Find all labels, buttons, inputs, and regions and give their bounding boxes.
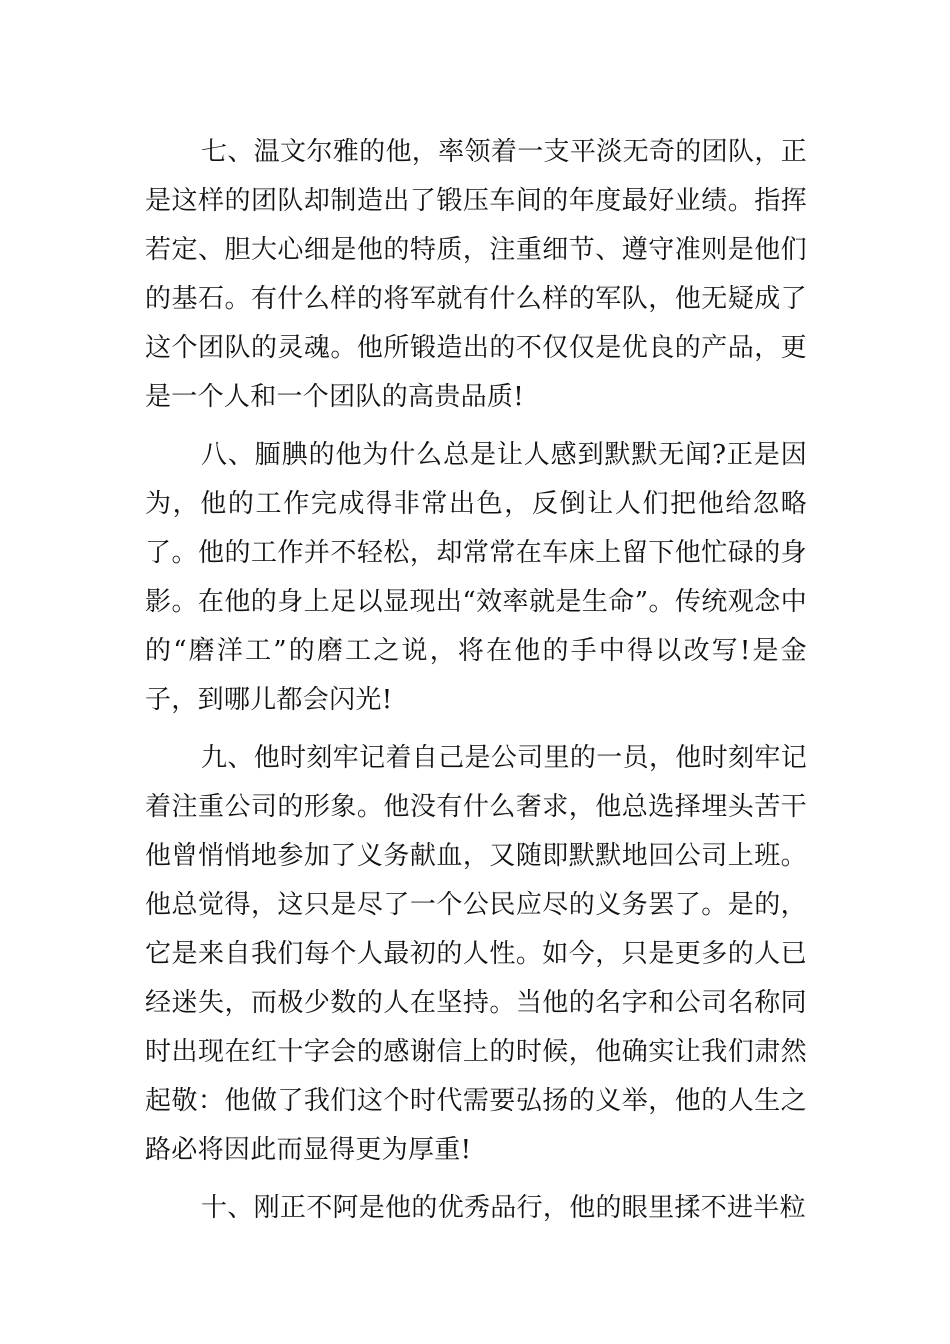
paragraph-ten: 十、刚正不阿是他的优秀品行，他的眼里揉不进半粒	[201, 1193, 806, 1223]
paragraph-seven: 七、温文尔雅的他，率领着一支平淡无奇的团队，正是这样的团队却制造出了锻压车间的年度最好业绩。指挥若定、胆大心细是他的特质，注重细节、遵守准则是他们的基石。有什么样的将军就有什么样的军队，他无疑成了这个团队的灵魂。他所锻造出的不仅仅是优良的产品，更是一个人和一个团队的高贵品质!	[145, 137, 807, 412]
document-body	[145, 128, 807, 1242]
paragraph-eight: 八、腼腆的他为什么总是让人感到默默无闻?正是因为，他的工作完成得非常出色，反倒让人们把他给忽略了。他的工作并不轻松，却常常在车床上留下他忙碌的身影。在他的身上足以显现出“效率就是生命”。传统观念中的“磨洋工”的磨工之说，将在他的手中得以改写!是金子，到哪儿都会闪光!	[145, 440, 807, 715]
paragraph-nine: 九、他时刻牢记着自己是公司里的一员，他时刻牢记着注重公司的形象。他没有什么奢求，他总选择埋头苦干他曾悄悄地参加了义务献血，又随即默默地回公司上班。他总觉得，这只是尽了一个公民应尽的义务罢了。是的，它是来自我们每个人最初的人性。如今，只是更多的人已经迷失，而极少数的人在坚持。当他的名字和公司名称同时出现在红十字会的感谢信上的时候，他确实让我们肃然起敬：他做了我们这个时代需要弘扬的义举，他的人生之路必将因此而显得更为厚重!	[145, 743, 807, 1165]
